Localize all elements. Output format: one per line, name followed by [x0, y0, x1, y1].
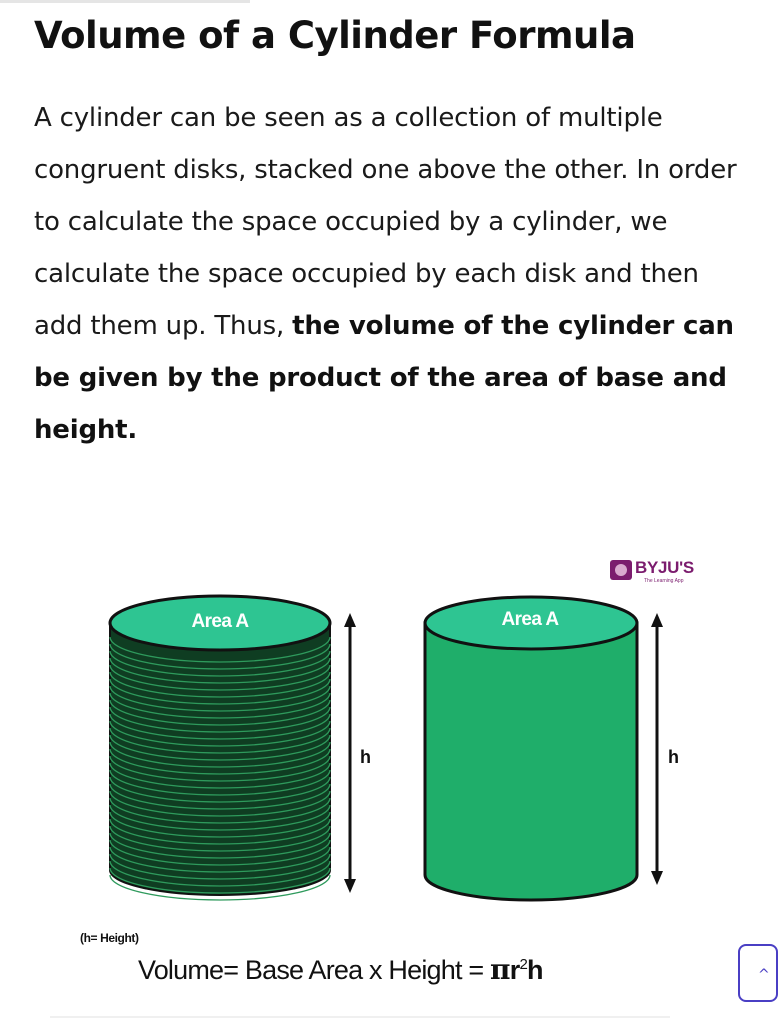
formula-radius: r	[509, 955, 520, 985]
left-cylinder	[110, 596, 356, 900]
pi-symbol: π	[490, 953, 510, 986]
right-height-arrow-up	[651, 613, 663, 627]
formula-exponent: 2	[519, 956, 528, 973]
right-height-arrow-down	[651, 871, 663, 885]
intro-bold-text: the volume of the cylinder can be given by the product of the area of base and height.	[34, 311, 734, 445]
page-title: Volume of a Cylinder Formula	[34, 14, 636, 57]
volume-formula	[138, 953, 543, 986]
intro-text: A cylinder can be seen as a collection of multiple congruent disks, stacked one above the other. In order to calculate the space occupied by a cylinder, we calculate the space occupied by each disk and then add them up. Thus,	[34, 103, 737, 341]
cylinder-illustration	[60, 545, 720, 1000]
byjus-logo-tagline: The Learning App	[644, 578, 684, 584]
cylinder-figure	[60, 545, 720, 1000]
height-note: (h= Height)	[80, 931, 139, 945]
formula-text: Volume= Base Area x Height =	[138, 955, 491, 985]
left-height-arrow-up	[344, 613, 356, 627]
bottom-divider	[50, 1016, 670, 1018]
byjus-logo-name: BYJU'S	[635, 558, 694, 577]
intro-paragraph	[34, 92, 744, 456]
left-area-label: Area A	[191, 611, 249, 632]
right-cylinder	[425, 597, 663, 900]
right-height-label: h	[668, 747, 679, 767]
byjus-logo-badge	[610, 560, 632, 580]
right-area-label: Area A	[501, 609, 559, 630]
scroll-to-top-button[interactable]	[738, 944, 778, 1002]
right-cylinder-body	[425, 623, 637, 900]
top-divider	[0, 0, 250, 3]
formula-height: h	[527, 955, 543, 985]
chevron-up-icon: ^	[758, 967, 770, 983]
left-height-arrow-down	[344, 879, 356, 893]
left-height-label: h	[360, 747, 371, 767]
